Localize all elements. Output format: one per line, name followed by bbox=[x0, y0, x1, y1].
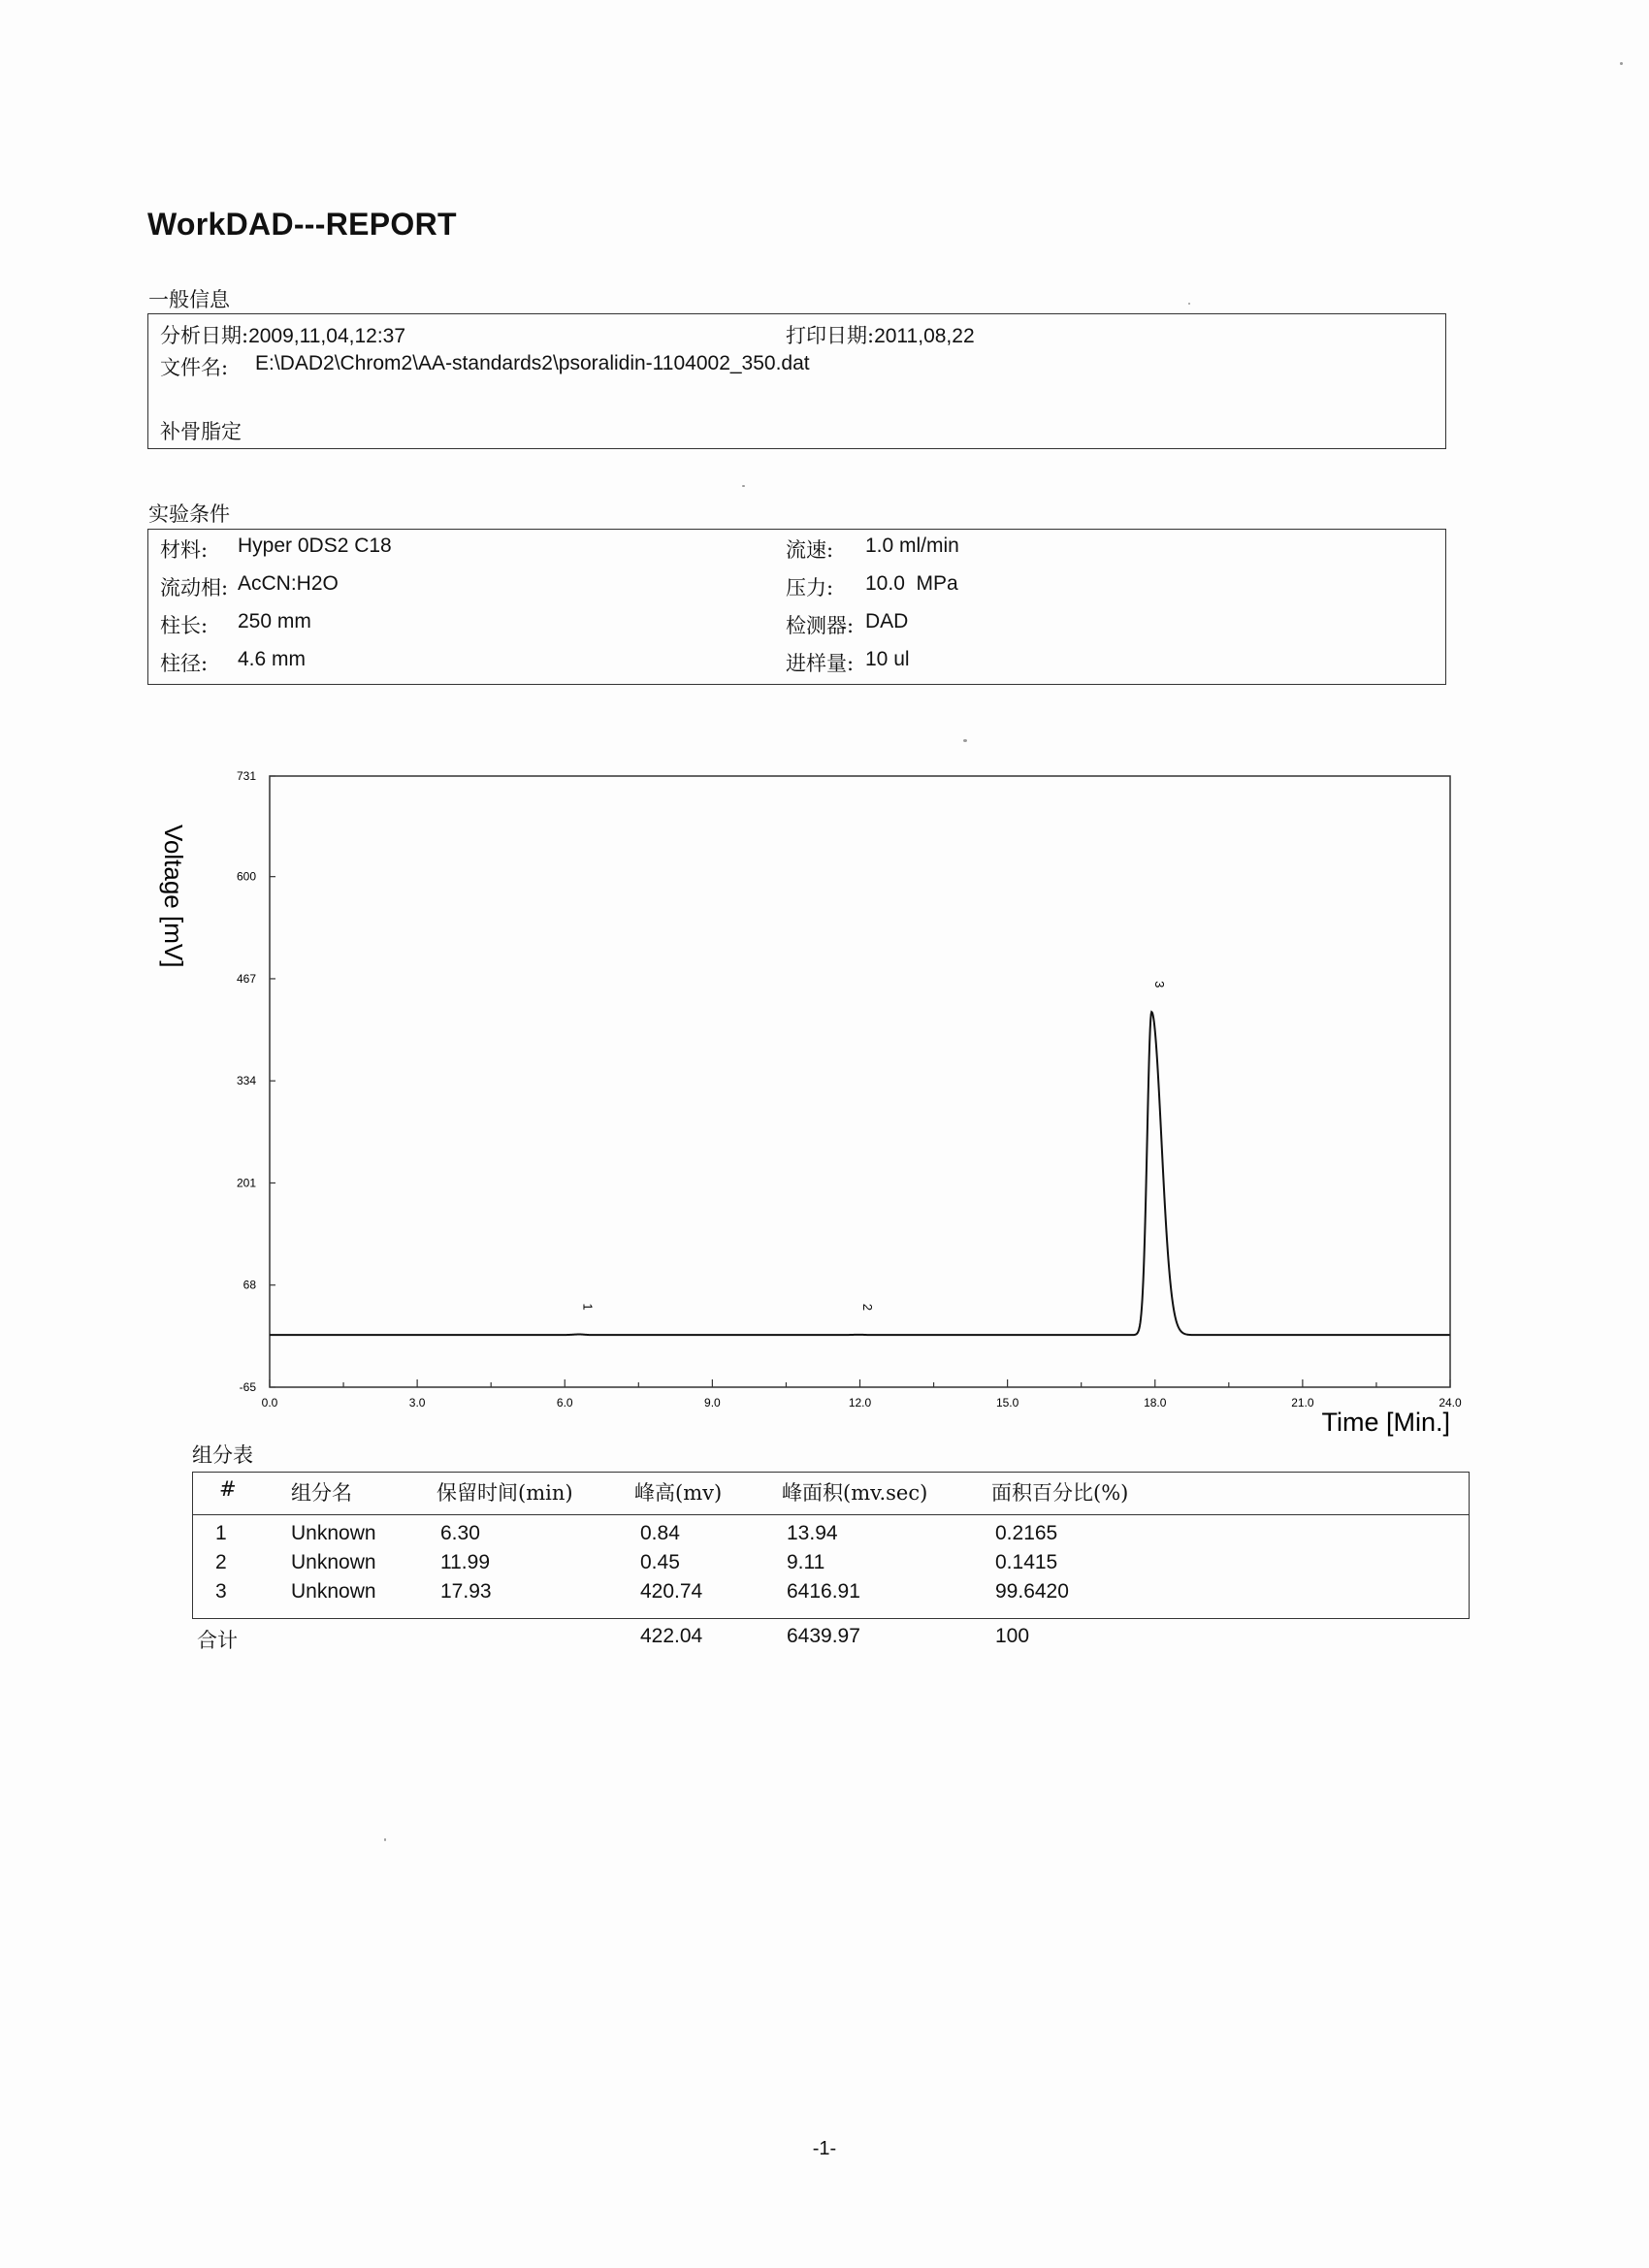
scan-speck bbox=[384, 1838, 386, 1841]
analysis-date-value: 2009,11,04,12:37 bbox=[248, 325, 406, 347]
analysis-date-label: 分析日期: bbox=[160, 324, 249, 347]
cell-rt: 17.93 bbox=[440, 1580, 492, 1603]
peak-label: 1 bbox=[580, 1303, 596, 1311]
material-value: Hyper 0DS2 C18 bbox=[238, 535, 392, 557]
general-info-heading: 一般信息 bbox=[148, 288, 230, 311]
scan-speck bbox=[1188, 303, 1190, 305]
scan-speck bbox=[742, 485, 745, 487]
y-tick-label: 731 bbox=[236, 769, 256, 783]
total-area: 6439.97 bbox=[787, 1625, 860, 1647]
y-tick-label: 334 bbox=[236, 1074, 256, 1088]
col-header-area-pct: 面积百分比(%) bbox=[991, 1481, 1129, 1505]
x-tick-label: 9.0 bbox=[704, 1396, 721, 1409]
cell-height: 420.74 bbox=[640, 1580, 703, 1603]
col-header-area: 峰面积(mv.sec) bbox=[782, 1481, 928, 1505]
flow-value: 1.0 ml/min bbox=[865, 535, 959, 557]
print-date-value: 2011,08,22 bbox=[874, 325, 975, 347]
scan-speck bbox=[1620, 62, 1623, 65]
col-header-index: # bbox=[219, 1477, 237, 1501]
flow-label: 流速: bbox=[786, 538, 834, 562]
column-length-label: 柱长: bbox=[160, 614, 209, 637]
cell-area-pct: 99.6420 bbox=[995, 1580, 1069, 1603]
y-tick-label: 201 bbox=[236, 1176, 256, 1190]
file-path: E:\DAD2\Chrom2\AA-standards2\psoralidin-1104002_350.dat bbox=[255, 352, 810, 374]
y-axis-label: Voltage [mV] bbox=[159, 825, 188, 968]
file-label: 文件名: bbox=[160, 356, 229, 379]
cell-index: 1 bbox=[215, 1522, 227, 1544]
x-tick-label: 6.0 bbox=[556, 1396, 573, 1409]
cell-area: 9.11 bbox=[787, 1551, 825, 1573]
column-diameter-value: 4.6 mm bbox=[238, 648, 307, 670]
components-heading: 组分表 bbox=[192, 1443, 253, 1467]
injection-label: 进样量: bbox=[786, 652, 855, 675]
cell-height: 0.84 bbox=[640, 1522, 680, 1544]
x-tick-label: 3.0 bbox=[408, 1396, 426, 1409]
col-header-name: 组分名 bbox=[291, 1481, 352, 1505]
x-tick-label: 24.0 bbox=[1439, 1396, 1462, 1409]
pressure-label: 压力: bbox=[786, 576, 834, 599]
injection-value: 10 ul bbox=[865, 648, 910, 670]
sample-note: 补骨脂定 bbox=[160, 420, 242, 443]
cell-rt: 6.30 bbox=[440, 1522, 480, 1544]
detector-value: DAD bbox=[865, 610, 909, 632]
x-tick-label: 21.0 bbox=[1291, 1396, 1314, 1409]
detector-label: 检测器: bbox=[786, 614, 855, 637]
cell-height: 0.45 bbox=[640, 1551, 680, 1573]
report-title: WorkDAD---REPORT bbox=[147, 207, 457, 242]
material-label: 材料: bbox=[160, 538, 209, 562]
column-diameter-label: 柱径: bbox=[160, 652, 209, 675]
print-date-label: 打印日期: bbox=[786, 324, 875, 347]
pressure-value: 10.0 MPa bbox=[865, 572, 958, 595]
cell-area: 6416.91 bbox=[787, 1580, 860, 1603]
column-length-value: 250 mm bbox=[238, 610, 311, 632]
cell-rt: 11.99 bbox=[440, 1551, 490, 1573]
page-number: -1- bbox=[812, 2138, 837, 2159]
y-tick-label: 68 bbox=[242, 1278, 256, 1292]
x-tick-label: 12.0 bbox=[848, 1396, 872, 1409]
cell-name: Unknown bbox=[291, 1551, 376, 1573]
total-height: 422.04 bbox=[640, 1625, 703, 1647]
x-tick-label: 18.0 bbox=[1144, 1396, 1167, 1409]
y-tick-label: 600 bbox=[236, 869, 256, 884]
cell-area-pct: 0.1415 bbox=[995, 1551, 1058, 1573]
y-tick-label: -65 bbox=[239, 1380, 256, 1394]
peak-label: 2 bbox=[859, 1303, 875, 1312]
x-tick-label: 0.0 bbox=[261, 1396, 278, 1409]
mobile-phase-label: 流动相: bbox=[160, 576, 229, 599]
col-header-height: 峰高(mv) bbox=[634, 1481, 723, 1505]
scan-speck bbox=[963, 739, 967, 742]
x-tick-label: 15.0 bbox=[995, 1396, 1019, 1409]
peak-labels bbox=[580, 981, 1167, 1311]
table-header-divider bbox=[192, 1514, 1470, 1515]
cell-area: 13.94 bbox=[787, 1522, 838, 1544]
cell-name: Unknown bbox=[291, 1522, 376, 1544]
mobile-phase-value: AcCN:H2O bbox=[238, 572, 339, 595]
col-header-rt: 保留时间(min) bbox=[436, 1481, 573, 1505]
x-axis-label: Time [Min.] bbox=[1321, 1408, 1450, 1437]
conditions-heading: 实验条件 bbox=[148, 502, 230, 526]
total-percent: 100 bbox=[995, 1625, 1030, 1647]
cell-index: 3 bbox=[215, 1580, 227, 1603]
x-axis-ticks bbox=[262, 1379, 1462, 1409]
cell-index: 2 bbox=[215, 1551, 227, 1573]
cell-name: Unknown bbox=[291, 1580, 376, 1603]
chromatogram-trace bbox=[270, 1012, 1449, 1335]
y-tick-label: 467 bbox=[236, 971, 256, 986]
total-label: 合计 bbox=[197, 1629, 238, 1652]
peak-label: 3 bbox=[1152, 981, 1168, 988]
cell-area-pct: 0.2165 bbox=[995, 1522, 1058, 1544]
plot-frame bbox=[270, 776, 1450, 1387]
